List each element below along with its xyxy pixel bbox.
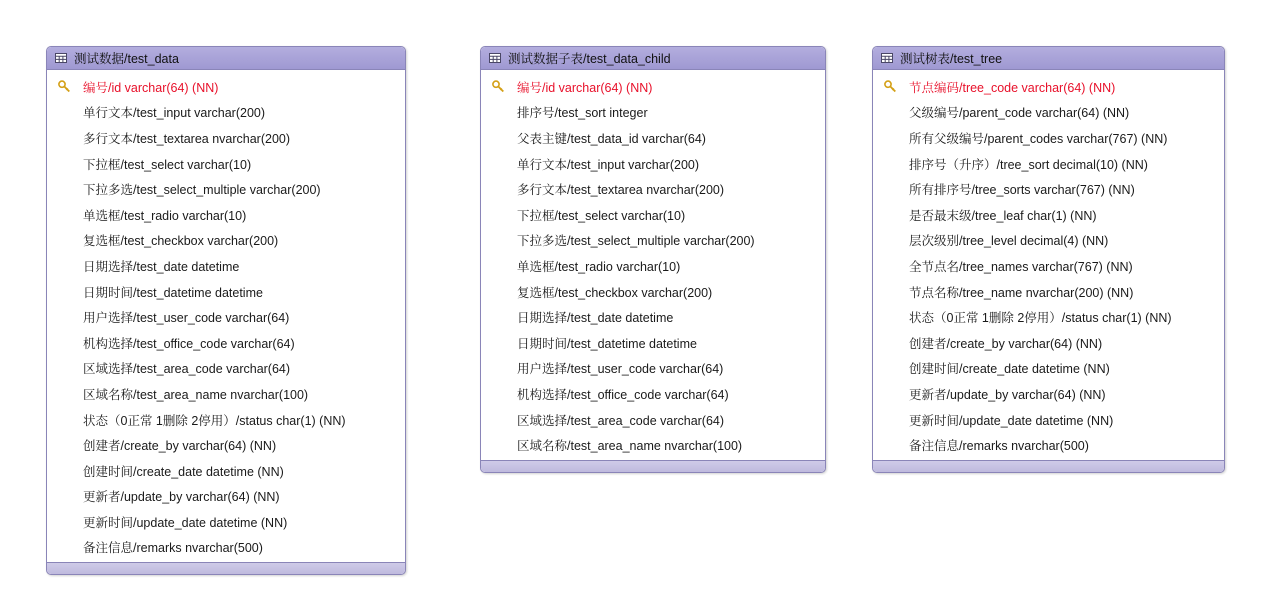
attribute-label: 所有排序号/tree_sorts varchar(767) (NN) [909, 183, 1135, 198]
attribute-label: 排序号（升序）/tree_sort decimal(10) (NN) [909, 157, 1148, 172]
table-icon [55, 53, 67, 63]
entity-footer [481, 460, 825, 472]
attribute-label: 全节点名/tree_names varchar(767) (NN) [909, 259, 1133, 274]
attribute-row[interactable] [481, 330, 825, 356]
attribute-row[interactable] [873, 228, 1224, 254]
attribute-label: 日期时间/test_datetime datetime [83, 285, 263, 300]
attribute-label: 下拉框/test_select varchar(10) [83, 157, 252, 172]
attribute-label: 多行文本/test_textarea nvarchar(200) [83, 131, 291, 146]
attribute-label: 更新者/update_by varchar(64) (NN) [909, 387, 1106, 402]
attribute-row[interactable] [481, 228, 825, 254]
attribute-label: 用户选择/test_user_code varchar(64) [83, 311, 290, 326]
attribute-row[interactable] [47, 356, 405, 382]
attribute-label: 状态（0正常 1删除 2停用）/status char(1) (NN) [83, 413, 346, 428]
entity-title: 测试数据/test_data [74, 52, 179, 66]
key-icon [58, 80, 71, 93]
attribute-label: 创建者/create_by varchar(64) (NN) [83, 439, 277, 454]
primary-key-cell [881, 80, 909, 93]
attribute-label: 编号/id varchar(64) (NN) [83, 80, 219, 95]
attribute-row[interactable] [481, 253, 825, 279]
attribute-label: 下拉多选/test_select_multiple varchar(200) [83, 183, 321, 198]
attribute-label: 复选框/test_checkbox varchar(200) [517, 285, 713, 300]
attribute-label: 单行文本/test_input varchar(200) [517, 157, 700, 172]
entity-attribute-list [47, 70, 405, 562]
attribute-label: 日期选择/test_date datetime [517, 311, 674, 326]
attribute-label: 创建者/create_by varchar(64) (NN) [909, 336, 1103, 351]
key-icon [492, 80, 505, 93]
entity-box-test-data-child[interactable] [480, 46, 826, 473]
attribute-row[interactable] [47, 407, 405, 433]
attribute-label: 机构选择/test_office_code varchar(64) [83, 336, 295, 351]
attribute-row[interactable] [481, 407, 825, 433]
attribute-label: 创建时间/create_date datetime (NN) [909, 362, 1110, 377]
attribute-row[interactable] [481, 176, 825, 202]
attribute-label: 下拉框/test_select varchar(10) [517, 208, 686, 223]
entity-footer [47, 562, 405, 574]
attribute-row[interactable] [873, 330, 1224, 356]
attribute-row[interactable] [47, 74, 405, 100]
attribute-label: 日期时间/test_datetime datetime [517, 336, 697, 351]
attribute-label: 区域名称/test_area_name nvarchar(100) [517, 439, 743, 454]
attribute-label: 用户选择/test_user_code varchar(64) [517, 362, 724, 377]
attribute-label: 区域名称/test_area_name nvarchar(100) [83, 387, 309, 402]
attribute-row[interactable] [47, 509, 405, 535]
entity-footer [873, 460, 1224, 472]
table-icon [881, 53, 893, 63]
attribute-row[interactable] [873, 432, 1224, 458]
attribute-row[interactable] [47, 535, 405, 561]
entity-header[interactable] [481, 47, 825, 70]
attribute-row[interactable] [873, 125, 1224, 151]
attribute-label: 父级编号/parent_code varchar(64) (NN) [909, 106, 1130, 121]
entity-attribute-list [873, 70, 1224, 460]
attribute-label: 单选框/test_radio varchar(10) [517, 259, 681, 274]
attribute-label: 单选框/test_radio varchar(10) [83, 208, 247, 223]
attribute-row[interactable] [873, 100, 1224, 126]
attribute-row[interactable] [481, 279, 825, 305]
attribute-row[interactable] [481, 356, 825, 382]
entity-title: 测试数据子表/test_data_child [508, 52, 671, 66]
attribute-label: 所有父级编号/parent_codes varchar(767) (NN) [909, 131, 1168, 146]
attribute-label: 备注信息/remarks nvarchar(500) [909, 439, 1089, 454]
attribute-row[interactable] [873, 407, 1224, 433]
attribute-label: 复选框/test_checkbox varchar(200) [83, 234, 279, 249]
attribute-row[interactable] [47, 151, 405, 177]
attribute-row[interactable] [481, 151, 825, 177]
entity-attribute-list [481, 70, 825, 460]
attribute-row[interactable] [873, 279, 1224, 305]
attribute-row[interactable] [47, 304, 405, 330]
attribute-label: 是否最末级/tree_leaf char(1) (NN) [909, 208, 1097, 223]
attribute-label: 日期选择/test_date datetime [83, 259, 240, 274]
key-icon [884, 80, 897, 93]
attribute-row[interactable] [873, 381, 1224, 407]
attribute-row[interactable] [47, 202, 405, 228]
attribute-label: 编号/id varchar(64) (NN) [517, 80, 653, 95]
entity-header[interactable] [873, 47, 1224, 70]
attribute-label: 区域选择/test_area_code varchar(64) [517, 413, 725, 428]
attribute-row[interactable] [481, 432, 825, 458]
attribute-label: 更新时间/update_date datetime (NN) [909, 413, 1114, 428]
attribute-row[interactable] [47, 432, 405, 458]
attribute-label: 区域选择/test_area_code varchar(64) [83, 362, 291, 377]
entity-box-test-data[interactable] [46, 46, 406, 575]
primary-key-cell [489, 80, 517, 93]
attribute-row[interactable] [47, 484, 405, 510]
attribute-row[interactable] [47, 176, 405, 202]
attribute-row[interactable] [47, 381, 405, 407]
entity-title: 测试树表/test_tree [900, 52, 1003, 66]
attribute-label: 排序号/test_sort integer [517, 106, 648, 121]
attribute-label: 下拉多选/test_select_multiple varchar(200) [517, 234, 755, 249]
attribute-row[interactable] [47, 279, 405, 305]
attribute-row[interactable] [873, 304, 1224, 330]
primary-key-cell [55, 80, 83, 93]
table-icon [489, 53, 501, 63]
attribute-row[interactable] [47, 228, 405, 254]
attribute-row[interactable] [481, 304, 825, 330]
attribute-row[interactable] [873, 74, 1224, 100]
attribute-label: 更新时间/update_date datetime (NN) [83, 515, 288, 530]
entity-box-test-tree[interactable] [872, 46, 1225, 473]
attribute-label: 备注信息/remarks nvarchar(500) [83, 541, 263, 556]
attribute-label: 更新者/update_by varchar(64) (NN) [83, 490, 280, 505]
attribute-label: 节点名称/tree_name nvarchar(200) (NN) [909, 285, 1134, 300]
attribute-label: 层次级别/tree_level decimal(4) (NN) [909, 234, 1109, 249]
attribute-label: 状态（0正常 1删除 2停用）/status char(1) (NN) [909, 311, 1172, 326]
attribute-row[interactable] [481, 202, 825, 228]
entity-header[interactable] [47, 47, 405, 70]
attribute-row[interactable] [481, 381, 825, 407]
attribute-row[interactable] [873, 176, 1224, 202]
attribute-row[interactable] [47, 253, 405, 279]
attribute-label: 节点编码/tree_code varchar(64) (NN) [909, 80, 1116, 95]
attribute-row[interactable] [873, 202, 1224, 228]
attribute-label: 父表主键/test_data_id varchar(64) [517, 131, 706, 146]
attribute-row[interactable] [47, 100, 405, 126]
attribute-row[interactable] [481, 74, 825, 100]
attribute-row[interactable] [47, 458, 405, 484]
attribute-row[interactable] [873, 151, 1224, 177]
attribute-row[interactable] [481, 100, 825, 126]
attribute-row[interactable] [873, 356, 1224, 382]
attribute-label: 机构选择/test_office_code varchar(64) [517, 387, 729, 402]
attribute-label: 创建时间/create_date datetime (NN) [83, 464, 284, 479]
attribute-label: 单行文本/test_input varchar(200) [83, 106, 266, 121]
attribute-label: 多行文本/test_textarea nvarchar(200) [517, 183, 725, 198]
attribute-row[interactable] [47, 125, 405, 151]
attribute-row[interactable] [47, 330, 405, 356]
attribute-row[interactable] [481, 125, 825, 151]
attribute-row[interactable] [873, 253, 1224, 279]
